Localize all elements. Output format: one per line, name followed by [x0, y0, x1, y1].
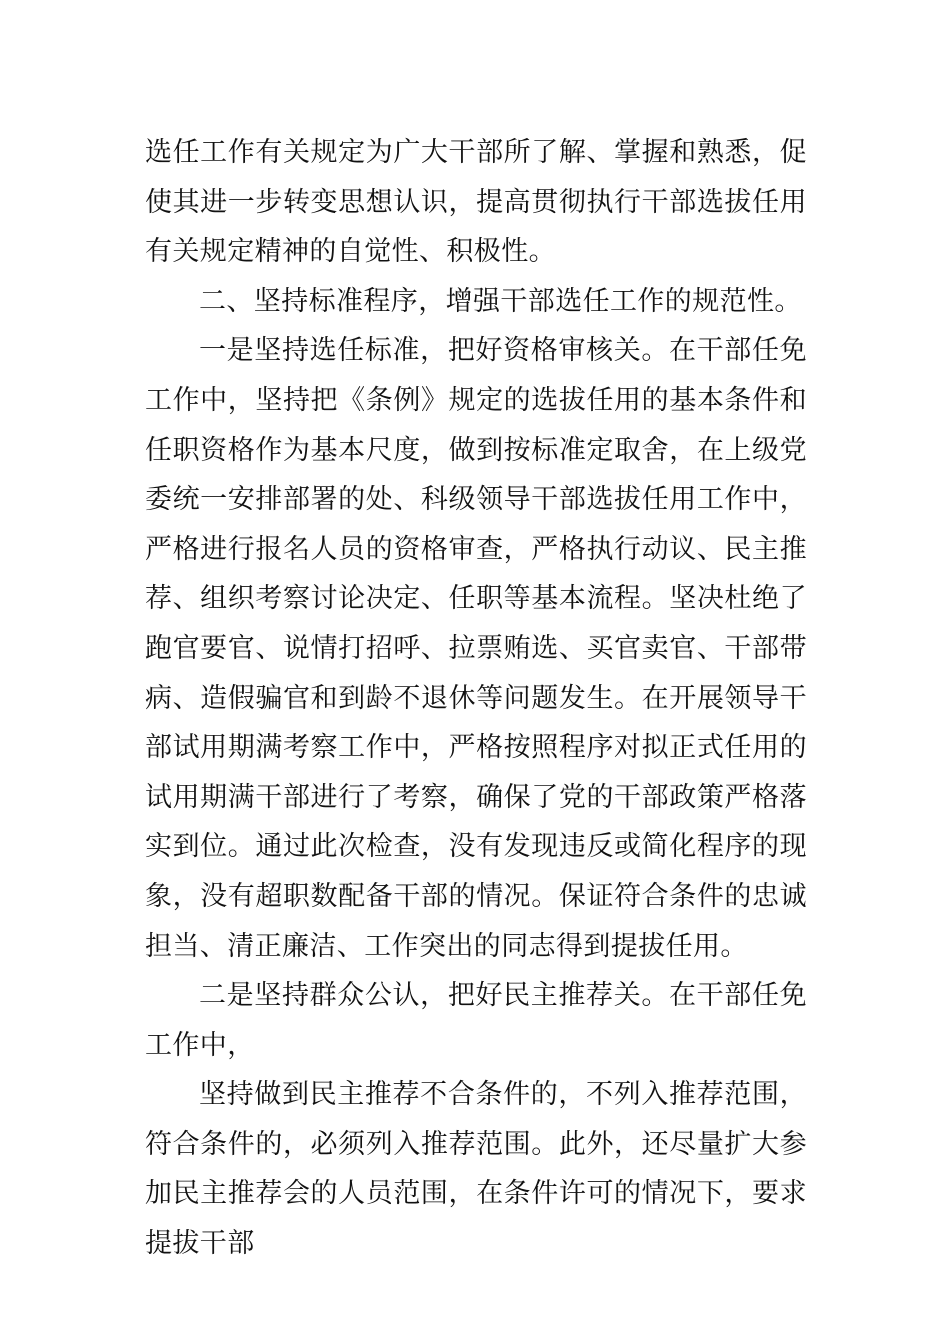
paragraph-3: 一是坚持选任标准，把好资格审核关。在干部任免工作中，坚持把《条例》规定的选拔任用的基本条件和任职资格作为基本尺度，做到按标准定取舍，在上级党委统一安排部署的处、科级领导干部选拔任用工作中，严格进行报名人员的资格审查，严格执行动议、民主推荐、组织考察讨论决定、任职等基本流程。坚决杜绝了跑官要官、说情打招呼、拉票贿选、买官卖官、干部带病、造假骗官和到龄不退休等问题发生。在开展领导干部试用期满考察工作中，严格按照程序对拟正式任用的试用期满干部进行了考察，确保了党的干部政策严格落实到位。通过此次检查，没有发现违反或简化程序的现象，没有超职数配备干部的情况。保证符合条件的忠诚担当、清正廉洁、工作突出的同志得到提拔任用。: [145, 335, 807, 962]
document-page: [145, 128, 807, 1269]
paragraph-1: 选任工作有关规定为广大干部所了解、掌握和熟悉，促使其进一步转变思想认识，提高贯彻执行干部选拔任用有关规定精神的自觉性、积极性。: [145, 137, 807, 268]
paragraph-5: 坚持做到民主推荐不合条件的，不列入推荐范围，符合条件的，必须列入推荐范围。此外，还尽量扩大参加民主推荐会的人员范围，在条件许可的情况下，要求提拔干部: [145, 1079, 807, 1260]
paragraph-4: 二是坚持群众公认，把好民主推荐关。在干部任免工作中，: [145, 980, 807, 1061]
section-heading-2: 二、坚持标准程序，增强干部选任工作的规范性。: [199, 285, 802, 317]
